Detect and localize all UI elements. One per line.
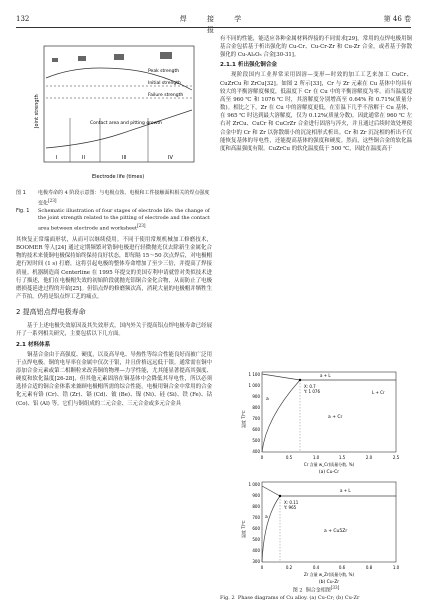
section-2-heading: 2 提高铝点焊电极寿命 <box>16 308 86 317</box>
fig2a-plot-frame <box>262 372 396 452</box>
svg-text:0: 0 <box>260 455 264 460</box>
stage-label-1: I <box>56 155 58 161</box>
subsection-2-1-1-heading: 2.1.1 析出强化铜合金 <box>220 62 278 69</box>
fig2b-label-alpha: a <box>265 515 268 520</box>
svg-text:2.0: 2.0 <box>365 455 373 460</box>
stage-label-4: IV <box>168 155 173 161</box>
fig2a-label-a-plus-L: a + L <box>320 373 331 378</box>
page-number: 132 <box>16 15 30 23</box>
fig2a-x-axis-label: Cr 含量 w_Cr(质量分数, %) <box>303 462 355 467</box>
pitting-profiles <box>52 52 172 62</box>
figure-2-caption <box>220 584 412 603</box>
figure-2-caption-en-text: Phase diagrams of Cu alloy. (a) Cu-Cr; (b) Cu-Zr <box>237 595 360 602</box>
fig2b-x-axis-label: Zr 含量 w_Zr(质量分数, %) <box>303 572 355 577</box>
fig2b-marker-y: Y: 965 <box>284 505 297 510</box>
fig2b-y-axis-label: 温度 T/℃ <box>241 520 246 538</box>
failure-strength-label: Failure strength <box>148 93 184 98</box>
fig2a-marker-x: X: 0.7 <box>304 384 316 389</box>
fig2a-y-ticks <box>249 372 261 454</box>
fig2b-y-ticks <box>249 482 261 564</box>
left-paragraph-3: 铜基合金由于高强度、硬度，以及高导电、导热性等综合性能良好而被广泛用于点焊电极。铜的电导率在金属中仅次于银，并且价格远远低于银。通常需在铜中添加合金元素或第二相颗粒来改善铜的物理—力学性能，尤其能显著提高其强度、硬度和软化温度[26-28]，但其他元素固溶在铜基体中会降低其导电性，所以必须选择合适的铜合金体系来兼顾电极帽所需的综合性能。电极用铜合金中常用的合金化元素有铬 (Cr)、锆 (Zr)、镉 (Cd)、铍 (Be)、镍 (Ni)、硅 (Si)、铁 (Fe)、钴 (Co)、铝 (Al) 等。它们与铜组成的二元合金、三元合金或多元合金具 <box>16 351 212 407</box>
stage-label-2: II <box>82 155 85 161</box>
figure-1-caption <box>16 190 212 232</box>
joint-strength-axis-label: Joint strength <box>34 94 40 128</box>
svg-text:0: 0 <box>260 565 264 570</box>
figure-1-frame <box>44 46 194 162</box>
electrode-life-axis-label: Electrode life (times) <box>92 174 145 180</box>
fig2a-marker-point <box>299 379 301 381</box>
peak-strength-label: Peak strength <box>148 69 180 74</box>
fig2a-panel-label: (a) Cu-Cr <box>318 470 340 475</box>
svg-text:1.0: 1.0 <box>312 455 320 460</box>
figure-1-schematic <box>30 38 202 190</box>
figure-1-caption-cn-ref: [23] <box>48 198 57 203</box>
figure-1-caption-en-number: Fig. 1 <box>16 207 30 214</box>
right-column <box>220 35 412 153</box>
fig2b-x-ticks <box>261 565 400 570</box>
svg-text:0.4: 0.4 <box>312 565 320 570</box>
svg-text:800: 800 <box>252 405 260 410</box>
svg-text:300: 300 <box>252 559 260 564</box>
svg-text:400: 400 <box>252 548 260 553</box>
figure-2-caption-cn-ref: [33] <box>330 585 340 590</box>
fig2b-label-a-plus-cu5zr: a + Cu5Zr <box>324 529 348 534</box>
svg-text:0.6: 0.6 <box>338 565 346 570</box>
svg-text:700: 700 <box>252 416 260 421</box>
svg-text:1 000: 1 000 <box>248 383 260 388</box>
svg-text:0.5: 0.5 <box>285 455 293 460</box>
subsection-2-1-heading: 2.1 材料体系 <box>16 341 51 348</box>
contact-area-label: Contact area and pitting growth <box>90 121 162 126</box>
fig2b-label-a-plus-L: a + L <box>340 488 351 493</box>
volume-label: 第 46 卷 <box>383 15 411 23</box>
fig2a-label-a-plus-Cr: a + Cr <box>328 415 343 420</box>
stage-label-3: III <box>122 155 127 161</box>
fig2a-label-L-plus-Cr: L + Cr <box>372 390 385 395</box>
svg-text:600: 600 <box>252 526 260 531</box>
left-column <box>16 236 212 408</box>
svg-text:600: 600 <box>252 427 260 432</box>
right-paragraph-2: 现阶段国内工业界常采用固溶—变形—时效的加工工艺来加工 CuCr、CuZrCu 和 ZrCu[32]。如图 2 所示[33]，Cr 与 Zr 元素在 Cu 基体中均具有较大的平衡溶解度梯度，低温度下 Cr 在 Cu 中的平衡溶解度为零，而当温度提高至 960 ℃ 和 1076 ℃ 时，其溶解度分别增高至 0.64% 和 0.71%(质量分数)。相比之下，Zr 在 Cu 中的溶解度更低，在室温下几乎不溶解于 Cu 基体，在 965 ℃ 时达到最大溶解度，仅为 0.12%(质量分数)。因此通常在 960 ℃ 左右对 ZrCu、CuCr 和 CuCrZr 合金进行固溶与淬火，并且通过后续时效处理使合金中的 Cr 和 Zr 以弥散细小的沉淀相形式析出。Cr 和 Zr 沉淀相的析出不仅能恢复基体的导电性，还能提高基体的强度和硬度。然而，这些铜合金的软化温度和高温强度有限。CuZrCu 的软化温度低于 500 ℃，因此在温度高于 <box>220 72 412 152</box>
svg-text:1 000: 1 000 <box>248 482 260 487</box>
svg-text:900: 900 <box>252 394 260 399</box>
fig2b-panel-label: (b) Cu-Zr <box>318 580 340 585</box>
figure-1-caption-cn-number: 图 1 <box>16 190 26 196</box>
svg-text:1 100: 1 100 <box>248 372 260 377</box>
fig2b-liquidus-line <box>262 486 396 496</box>
figure-1-caption-en-ref: [23] <box>136 222 146 228</box>
fig2b-marker-point <box>279 495 281 497</box>
svg-text:2.5: 2.5 <box>392 455 400 460</box>
figure-2-caption-en-number: Fig. 2 <box>220 595 235 602</box>
fig2b-plot-frame <box>262 482 396 562</box>
fig2a-x-ticks <box>261 455 400 460</box>
left-paragraph-2: 基于上述电极失效原因及其失效形式，国内外关于提高铝点焊电极寿命已经展开了一系列相关研究，主要包括以下几方面。 <box>16 323 212 338</box>
svg-text:1.0: 1.0 <box>392 565 400 570</box>
svg-text:800: 800 <box>252 504 260 509</box>
contact-area-curve <box>46 110 192 148</box>
fig2a-y-axis-label: 温度 T/℃ <box>241 410 246 428</box>
svg-text:500: 500 <box>252 438 260 443</box>
figure-1-caption-en <box>16 208 212 233</box>
figure-2a-cu-cr-phase-diagram <box>240 368 400 476</box>
svg-text:0.2: 0.2 <box>285 565 293 570</box>
header-rule <box>16 27 411 28</box>
fig2b-solvus-curve <box>262 496 280 562</box>
journal-name: 焊 接 学 报 <box>179 15 251 34</box>
figure-2-caption-cn <box>220 584 412 595</box>
figure-1-caption-en-text: Schematic illustration of four stages of electrode life: the change of the joint strength related to the pitting of electrode and the contact area between electrode and worksheet <box>38 207 210 232</box>
svg-text:500: 500 <box>252 537 260 542</box>
figure-1-caption-cn-text: 电极寿命的 4 阶段示意图：与电极点蚀、电极和工件接触面积相关的焊点强度变化 <box>38 190 210 207</box>
figure-1-caption-cn <box>16 190 212 208</box>
figure-2b-cu-zr-phase-diagram <box>240 478 400 586</box>
fig2a-marker-y: Y: 1 076 <box>304 389 320 394</box>
fig2a-solvus-curve <box>262 380 300 452</box>
svg-text:700: 700 <box>252 515 260 520</box>
svg-text:400: 400 <box>252 449 260 454</box>
svg-text:0.8: 0.8 <box>365 565 373 570</box>
fig2b-marker-x: X: 0.11 <box>284 500 299 505</box>
svg-text:900: 900 <box>252 493 260 498</box>
figure-2-caption-cn-text: 铜合金相图 <box>305 587 331 594</box>
fig2a-label-alpha: a <box>266 397 269 402</box>
initial-strength-label: Initial strength <box>148 81 181 86</box>
right-paragraph-1: 有不同的性能，能适应各种金属材料焊接的不同需求[29]。常用的点焊电极用铜基合金包括基于析出强化的 Cu-Cr、Cu-Cr-Zr 和 Cu-Zr 合金，或者基于弥散强化的 Cu-Al₂O₃ 合金[30-31]。 <box>220 36 412 59</box>
figure-2-caption-cn-number: 图 2 <box>292 587 303 594</box>
left-paragraph-1: 其恢复正常端面形状，从而可以继续使用。不同于使用常规机械加工修磨技术，BOOMER 等人[24] 通过定期频繁对锆铜电极进行轻微抛光仅去除新生金属化合物的技术来使铜电极保持始终保持良好状态，即每隔 15～50 次点焊后，对电极帽进行短时间 (1 s) 打磨，这将引起电极的整体寿命增加了至少三倍，并提高了焊接质量。机器制造商 Centerline 在 1995 年提交的美国专利申请就曾对类似技术进行了描述，他们在电极帽失效的初始阶段就抛光铝铜合金化合物，从而防止了电极磨损蔓延进过程的开始[25]。但铝点焊的修磨频次高，消耗大量的电极帽并牺牲生产节拍，仍将是铝点焊工艺的痛点。 <box>16 237 212 301</box>
svg-text:1.5: 1.5 <box>338 455 346 460</box>
figure-2-caption-en <box>220 595 412 603</box>
